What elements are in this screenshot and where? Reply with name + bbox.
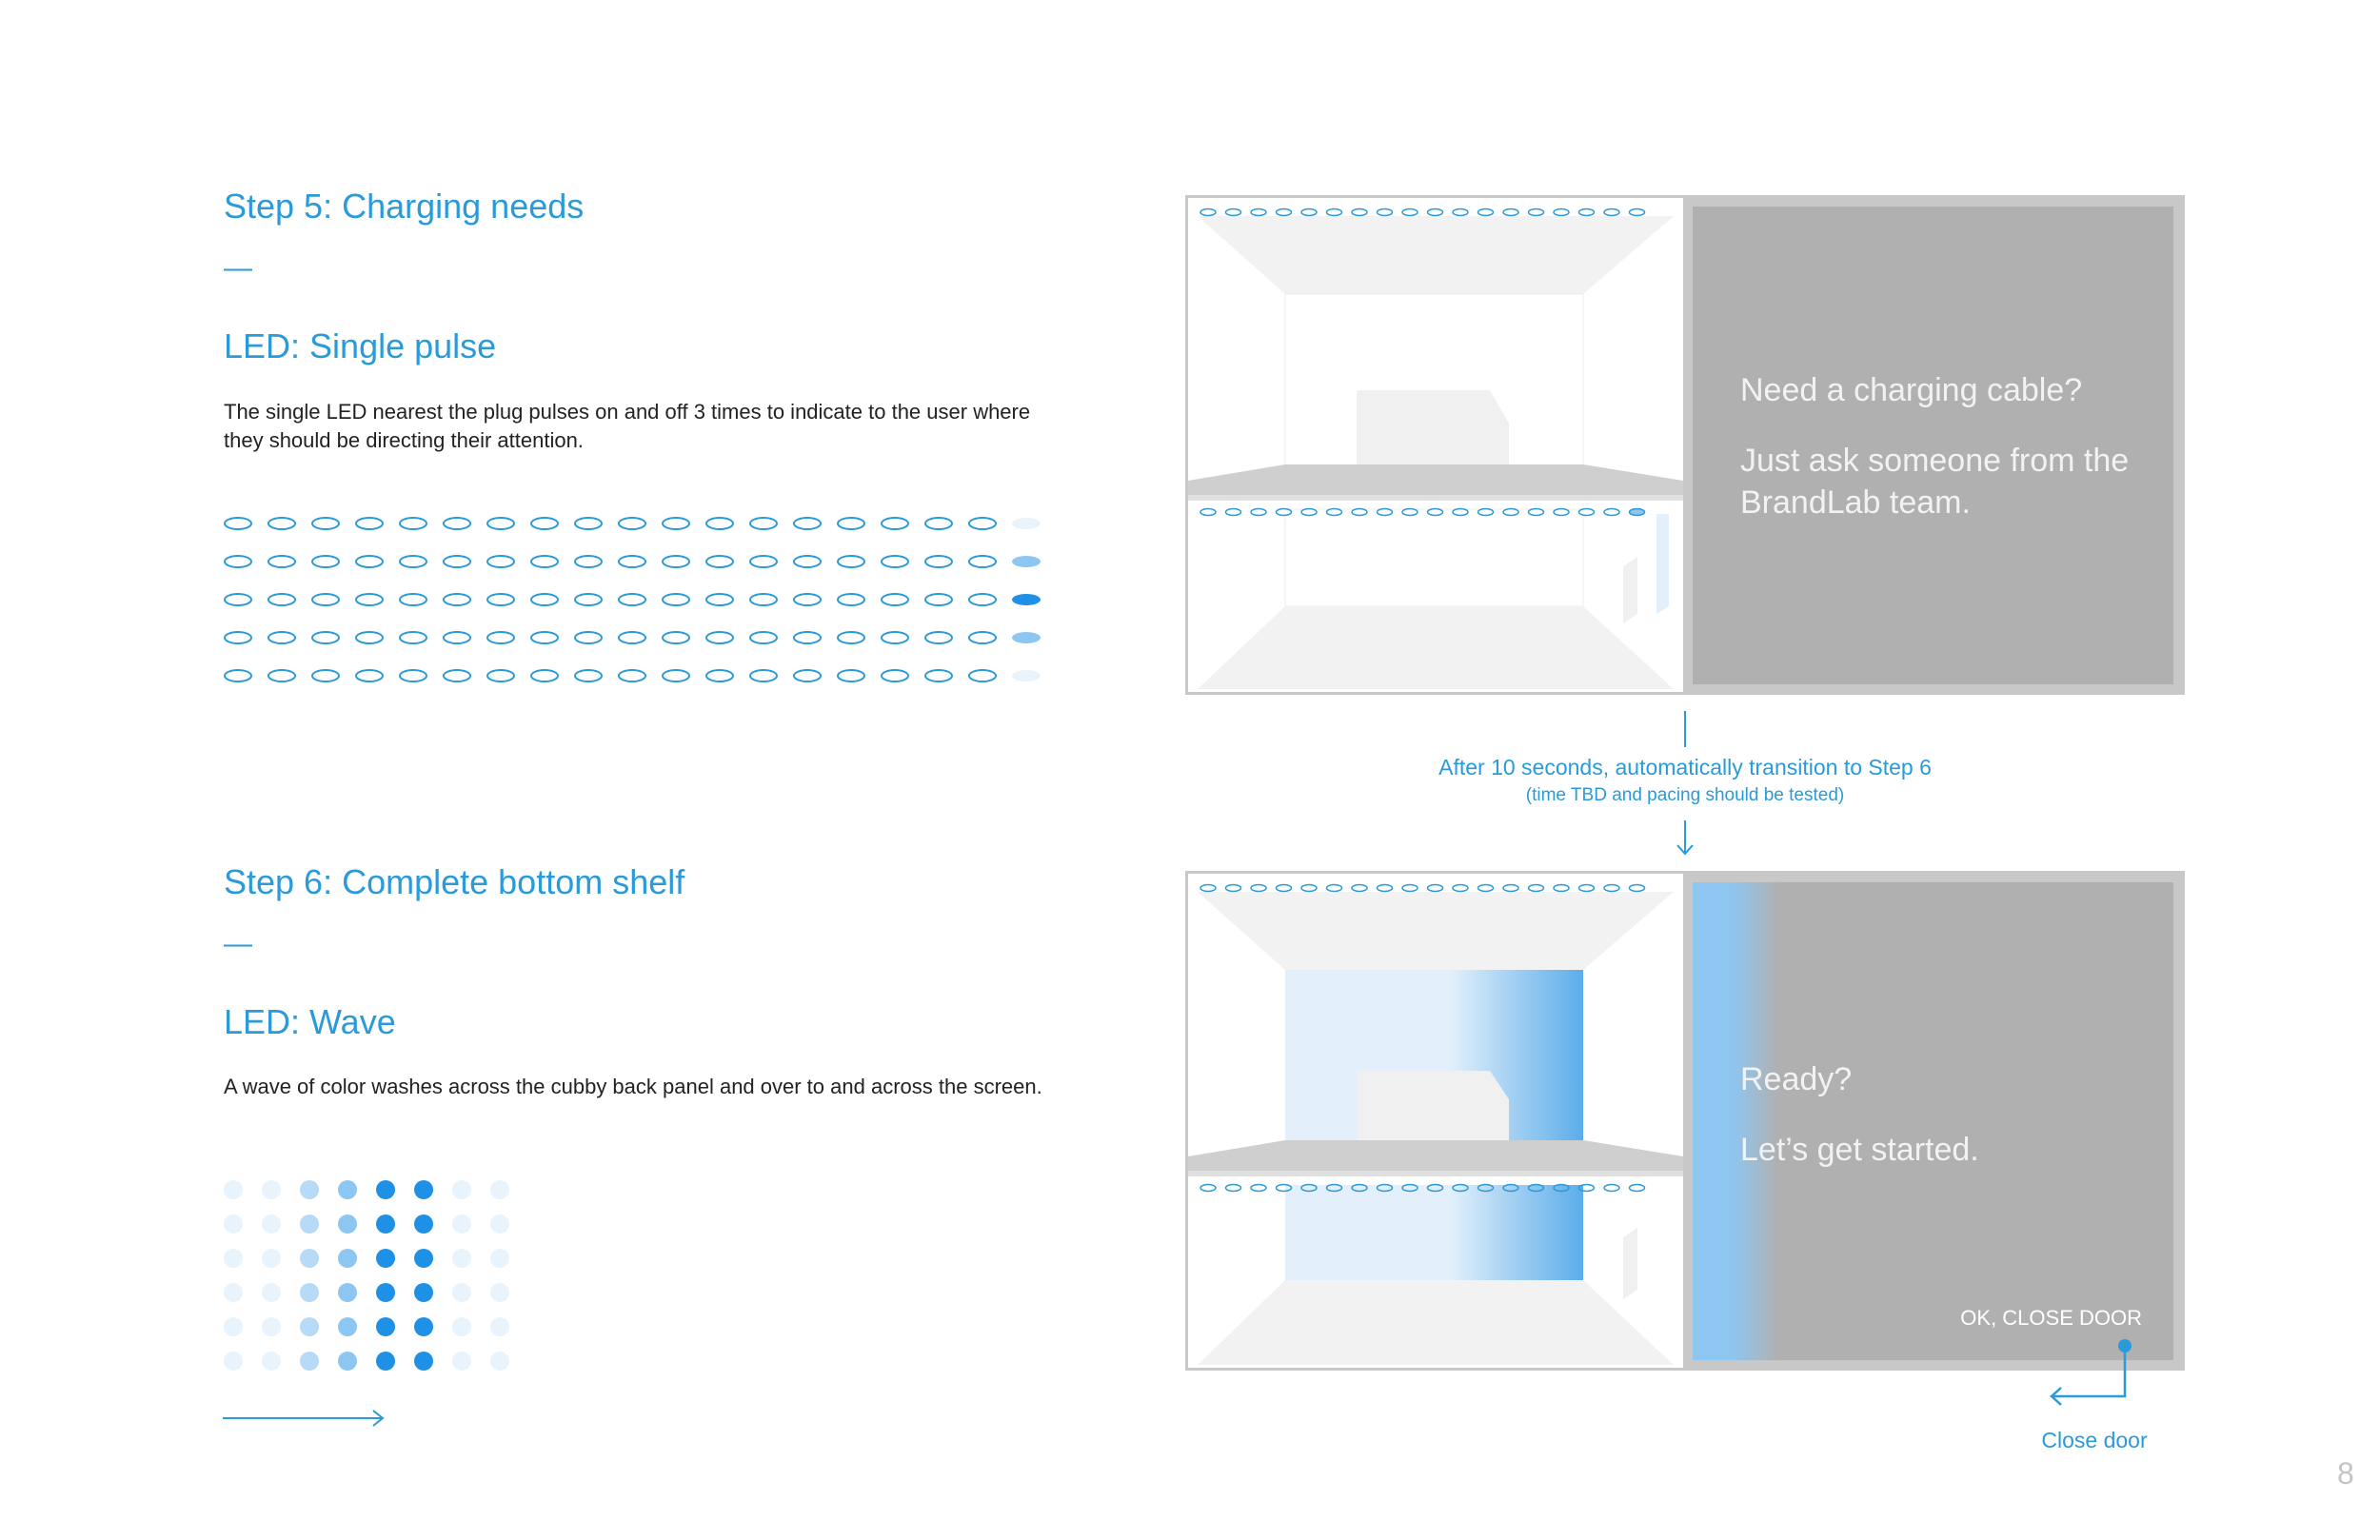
- wave-led: [300, 1180, 319, 1199]
- wave-led: [262, 1180, 281, 1199]
- wave-led: [452, 1214, 471, 1234]
- led-off: [925, 594, 952, 605]
- step5-screen-line2: Just ask someone from the BrandLab team.: [1740, 443, 2130, 521]
- wave-led: [338, 1180, 357, 1199]
- led-off: [487, 518, 514, 529]
- led-off: [531, 518, 558, 529]
- transition-connector: [1676, 709, 1695, 749]
- led-off: [882, 518, 908, 529]
- wave-led: [338, 1249, 357, 1268]
- wave-led: [338, 1317, 357, 1336]
- led-off: [444, 556, 470, 567]
- wave-led: [376, 1180, 395, 1199]
- wave-led: [452, 1283, 471, 1302]
- led-off: [925, 632, 952, 643]
- led-off: [312, 556, 339, 567]
- led-off: [619, 632, 645, 643]
- led-off: [663, 556, 689, 567]
- led-off: [225, 632, 251, 643]
- led-off: [706, 556, 733, 567]
- led-off: [838, 594, 864, 605]
- wave-led: [376, 1249, 395, 1268]
- led-off: [356, 556, 383, 567]
- led-off: [925, 670, 952, 681]
- led-off: [750, 556, 777, 567]
- led-off: [444, 518, 470, 529]
- led-off: [925, 518, 952, 529]
- pulse-grid-dots: [225, 518, 1041, 681]
- transition-subtext: (time TBD and pacing should be tested): [1525, 785, 1845, 805]
- wave-led: [414, 1352, 433, 1371]
- led-off: [400, 518, 426, 529]
- wave-led: [224, 1352, 243, 1371]
- led-off: [925, 556, 952, 567]
- shelf-item: [1357, 390, 1509, 476]
- wave-led: [414, 1180, 433, 1199]
- led-off: [750, 632, 777, 643]
- led-off: [487, 632, 514, 643]
- wave-led: [452, 1249, 471, 1268]
- led-off: [969, 632, 996, 643]
- wave-led: [376, 1352, 395, 1371]
- step5-divider: —: [224, 252, 252, 284]
- transition-text: After 10 seconds, automatically transition to Step 6: [1438, 755, 1932, 780]
- led-off: [575, 670, 602, 681]
- wave-led: [224, 1317, 243, 1336]
- wave-led: [224, 1180, 243, 1199]
- wave-led: [338, 1352, 357, 1371]
- step6-title: Step 6: Complete bottom shelf: [224, 862, 685, 901]
- wave-led: [414, 1249, 433, 1268]
- down-arrow-icon: [1674, 819, 1696, 857]
- step6-screen-line2: Let’s get started.: [1740, 1132, 1979, 1168]
- led-off: [268, 594, 295, 605]
- led-off: [838, 632, 864, 643]
- led-off: [487, 594, 514, 605]
- led-off: [969, 556, 996, 567]
- wave-led: [262, 1249, 281, 1268]
- led-off: [531, 556, 558, 567]
- wave-led: [490, 1249, 509, 1268]
- wave-led: [262, 1214, 281, 1234]
- led-pulse: [1012, 556, 1041, 567]
- led-off: [531, 670, 558, 681]
- wave-led: [300, 1352, 319, 1371]
- led-off: [663, 518, 689, 529]
- wave-led: [490, 1214, 509, 1234]
- led-off: [838, 556, 864, 567]
- led-off: [356, 518, 383, 529]
- led-off: [575, 518, 602, 529]
- close-door-button[interactable]: OK, CLOSE DOOR: [1960, 1306, 2142, 1330]
- led-wave-grid: [219, 1175, 524, 1375]
- wave-led: [262, 1352, 281, 1371]
- wave-led: [300, 1249, 319, 1268]
- led-off: [969, 670, 996, 681]
- led-off: [706, 670, 733, 681]
- wave-led: [262, 1283, 281, 1302]
- led-off: [444, 632, 470, 643]
- step6-screen: [1693, 882, 2173, 1360]
- led-off: [794, 670, 821, 681]
- led-off: [400, 594, 426, 605]
- led-off: [882, 556, 908, 567]
- led-off: [531, 632, 558, 643]
- led-off: [268, 556, 295, 567]
- led-off: [750, 670, 777, 681]
- step6-description: A wave of color washes across the cubby back panel and over to and across the screen.: [224, 1075, 1042, 1098]
- wave-led: [414, 1317, 433, 1336]
- led-off: [268, 670, 295, 681]
- led-off: [619, 594, 645, 605]
- wave-led: [490, 1317, 509, 1336]
- wave-led: [376, 1283, 395, 1302]
- wave-led: [452, 1317, 471, 1336]
- led-pulse: [1012, 518, 1041, 529]
- wave-led: [300, 1317, 319, 1336]
- wave-led: [224, 1249, 243, 1268]
- led-off: [619, 518, 645, 529]
- led-off: [400, 632, 426, 643]
- upper-shelf: [1188, 464, 1683, 498]
- led-off: [706, 594, 733, 605]
- led-off: [882, 632, 908, 643]
- right-arrow-icon: [221, 1404, 392, 1432]
- led-off: [356, 594, 383, 605]
- wave-led: [452, 1180, 471, 1199]
- led-pulse-grid: [219, 512, 1047, 693]
- wave-led: [490, 1283, 509, 1302]
- led-off: [444, 670, 470, 681]
- led-off: [312, 594, 339, 605]
- led-off: [225, 670, 251, 681]
- lit-back-panel-lower: [1285, 1185, 1583, 1280]
- led-off: [268, 518, 295, 529]
- led-off: [706, 632, 733, 643]
- wave-led: [452, 1352, 471, 1371]
- led-off: [619, 670, 645, 681]
- led-off: [225, 594, 251, 605]
- led-off: [663, 670, 689, 681]
- wave-led: [490, 1352, 509, 1371]
- led-off: [312, 518, 339, 529]
- wave-led: [376, 1317, 395, 1336]
- wave-led: [338, 1283, 357, 1302]
- led-off: [794, 556, 821, 567]
- wave-led: [376, 1214, 395, 1234]
- led-off: [969, 594, 996, 605]
- led-off: [312, 670, 339, 681]
- led-off: [225, 556, 251, 567]
- led-pulse: [1012, 670, 1041, 681]
- wave-led: [224, 1214, 243, 1234]
- wave-led: [300, 1214, 319, 1234]
- led-off: [750, 594, 777, 605]
- led-off: [575, 594, 602, 605]
- step5-led-title: LED: Single pulse: [224, 326, 497, 365]
- led-off: [444, 594, 470, 605]
- led-off: [838, 670, 864, 681]
- led-off: [400, 670, 426, 681]
- led-off: [794, 632, 821, 643]
- led-off: [312, 632, 339, 643]
- led-off: [400, 556, 426, 567]
- led-off: [487, 556, 514, 567]
- step6-screen-line1: Ready?: [1740, 1061, 1853, 1097]
- wave-led: [224, 1283, 243, 1302]
- strip-led: [1630, 509, 1645, 516]
- wave-led: [300, 1283, 319, 1302]
- led-off: [882, 594, 908, 605]
- led-off: [794, 518, 821, 529]
- led-off: [575, 632, 602, 643]
- wave-led: [262, 1317, 281, 1336]
- wave-grid-dots: [224, 1180, 509, 1371]
- step5-screen-line1: Need a charging cable?: [1740, 372, 2083, 408]
- page-number: 8: [2337, 1456, 2354, 1491]
- step6-kiosk-illustration: [1185, 871, 2185, 1371]
- led-off: [531, 594, 558, 605]
- led-off: [356, 670, 383, 681]
- step5-description: The single LED nearest the plug pulses on and off 3 times to indicate to the user where they should be directing their attention.: [224, 400, 1031, 452]
- step5-title: Step 5: Charging needs: [224, 187, 585, 226]
- led-pulse: [1012, 632, 1041, 643]
- wave-led: [414, 1214, 433, 1234]
- led-pulse: [1012, 594, 1041, 605]
- led-off: [619, 556, 645, 567]
- led-off: [487, 670, 514, 681]
- upper-shelf: [1188, 1140, 1683, 1174]
- led-off: [750, 518, 777, 529]
- led-off: [838, 518, 864, 529]
- led-off: [882, 670, 908, 681]
- led-off: [268, 632, 295, 643]
- wave-led: [490, 1180, 509, 1199]
- led-off: [794, 594, 821, 605]
- led-off: [663, 632, 689, 643]
- step6-divider: —: [224, 928, 252, 959]
- close-door-callout: Close door: [2041, 1428, 2148, 1452]
- led-off: [575, 556, 602, 567]
- wave-led: [338, 1214, 357, 1234]
- led-off: [225, 518, 251, 529]
- led-off: [706, 518, 733, 529]
- step6-led-title: LED: Wave: [224, 1002, 396, 1041]
- wave-led: [414, 1283, 433, 1302]
- left-arrow-icon: [2047, 1337, 2132, 1413]
- led-off: [969, 518, 996, 529]
- led-off: [663, 594, 689, 605]
- led-off: [356, 632, 383, 643]
